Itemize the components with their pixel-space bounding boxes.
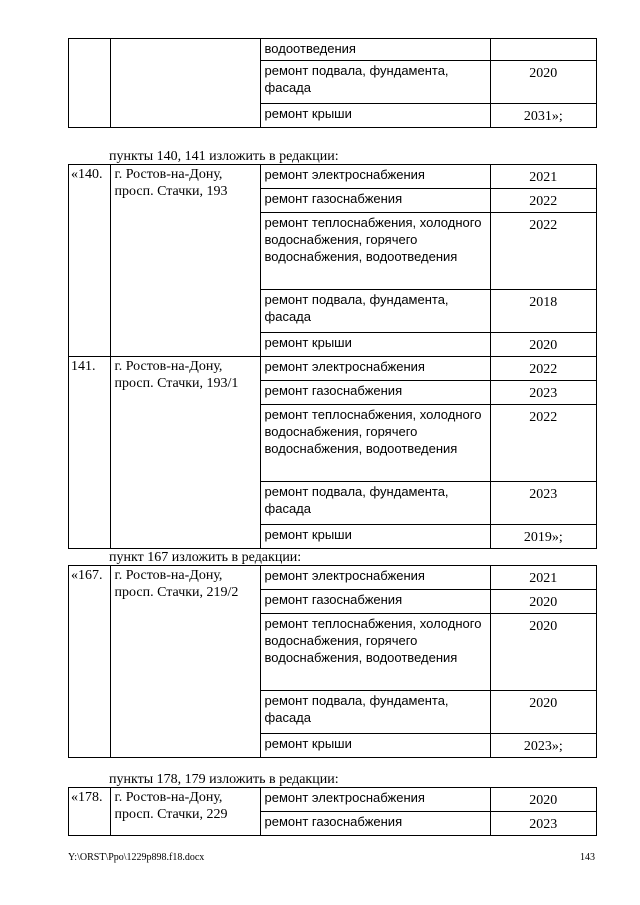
year-cell: 2023 (490, 812, 596, 836)
year-cell: 2022 (490, 213, 596, 290)
address-cell: г. Ростов-на-Дону, просп. Стачки, 193/1 (110, 357, 260, 549)
work-cell: ремонт теплоснабжения, холодного водоснабжения, горячего водоснабжения, водоотведения (260, 405, 490, 482)
work-cell: ремонт газоснабжения (260, 381, 490, 405)
work-cell: ремонт электроснабжения (260, 788, 490, 812)
top-table (68, 38, 597, 128)
year-cell: 2022 (490, 189, 596, 213)
work-cell: ремонт электроснабжения (260, 357, 490, 381)
work-cell: ремонт крыши (260, 734, 490, 758)
year-cell: 2020 (490, 590, 596, 614)
year-cell: 2021 (490, 165, 596, 189)
work-cell: ремонт крыши (260, 104, 490, 128)
year-cell: 2020 (490, 614, 596, 691)
work-cell: ремонт электроснабжения (260, 165, 490, 189)
work-cell: ремонт крыши (260, 525, 490, 549)
year-cell: 2023 (490, 482, 596, 525)
year-cell: 2019»; (490, 525, 596, 549)
work-cell: водоотведения (260, 39, 490, 61)
page-number: 143 (580, 852, 595, 863)
work-cell: ремонт теплоснабжения, холодного водоснабжения, горячего водоснабжения, водоотведения (260, 614, 490, 691)
year-cell: 2023»; (490, 734, 596, 758)
section1-table (68, 164, 597, 549)
table-cell (69, 39, 111, 128)
year-cell: 2021 (490, 566, 596, 590)
year-cell: 2020 (490, 61, 596, 104)
year-cell: 2018 (490, 290, 596, 333)
address-cell: г. Ростов-на-Дону, просп. Стачки, 193 (110, 165, 260, 357)
year-cell: 2020 (490, 691, 596, 734)
work-cell: ремонт газоснабжения (260, 590, 490, 614)
item-number: 141. (69, 357, 111, 549)
work-cell: ремонт подвала, фундамента, фасада (260, 691, 490, 734)
work-cell: ремонт газоснабжения (260, 189, 490, 213)
work-cell: ремонт газоснабжения (260, 812, 490, 836)
year-cell: 2031»; (490, 104, 596, 128)
year-cell (490, 39, 596, 61)
item-number: «140. (69, 165, 111, 357)
year-cell: 2022 (490, 357, 596, 381)
address-cell: г. Ростов-на-Дону, просп. Стачки, 219/2 (110, 566, 260, 758)
year-cell: 2022 (490, 405, 596, 482)
year-cell: 2023 (490, 381, 596, 405)
section2-table (68, 565, 597, 758)
year-cell: 2020 (490, 788, 596, 812)
table-cell (110, 39, 260, 128)
section-intro: пункты 178, 179 изложить в редакции: (109, 772, 339, 787)
item-number: «178. (69, 788, 111, 836)
footer-path: Y:\ORST\Ppo\1229p898.f18.docx (68, 852, 205, 863)
address-cell: г. Ростов-на-Дону, просп. Стачки, 229 (110, 788, 260, 836)
work-cell: ремонт подвала, фундамента, фасада (260, 61, 490, 104)
item-number: «167. (69, 566, 111, 758)
year-cell: 2020 (490, 333, 596, 357)
section3-table (68, 787, 597, 836)
section-intro: пункты 140, 141 изложить в редакции: (109, 149, 339, 164)
work-cell: ремонт крыши (260, 333, 490, 357)
section-intro: пункт 167 изложить в редакции: (109, 550, 302, 565)
work-cell: ремонт электроснабжения (260, 566, 490, 590)
work-cell: ремонт теплоснабжения, холодного водоснабжения, горячего водоснабжения, водоотведения (260, 213, 490, 290)
work-cell: ремонт подвала, фундамента, фасада (260, 482, 490, 525)
work-cell: ремонт подвала, фундамента, фасада (260, 290, 490, 333)
